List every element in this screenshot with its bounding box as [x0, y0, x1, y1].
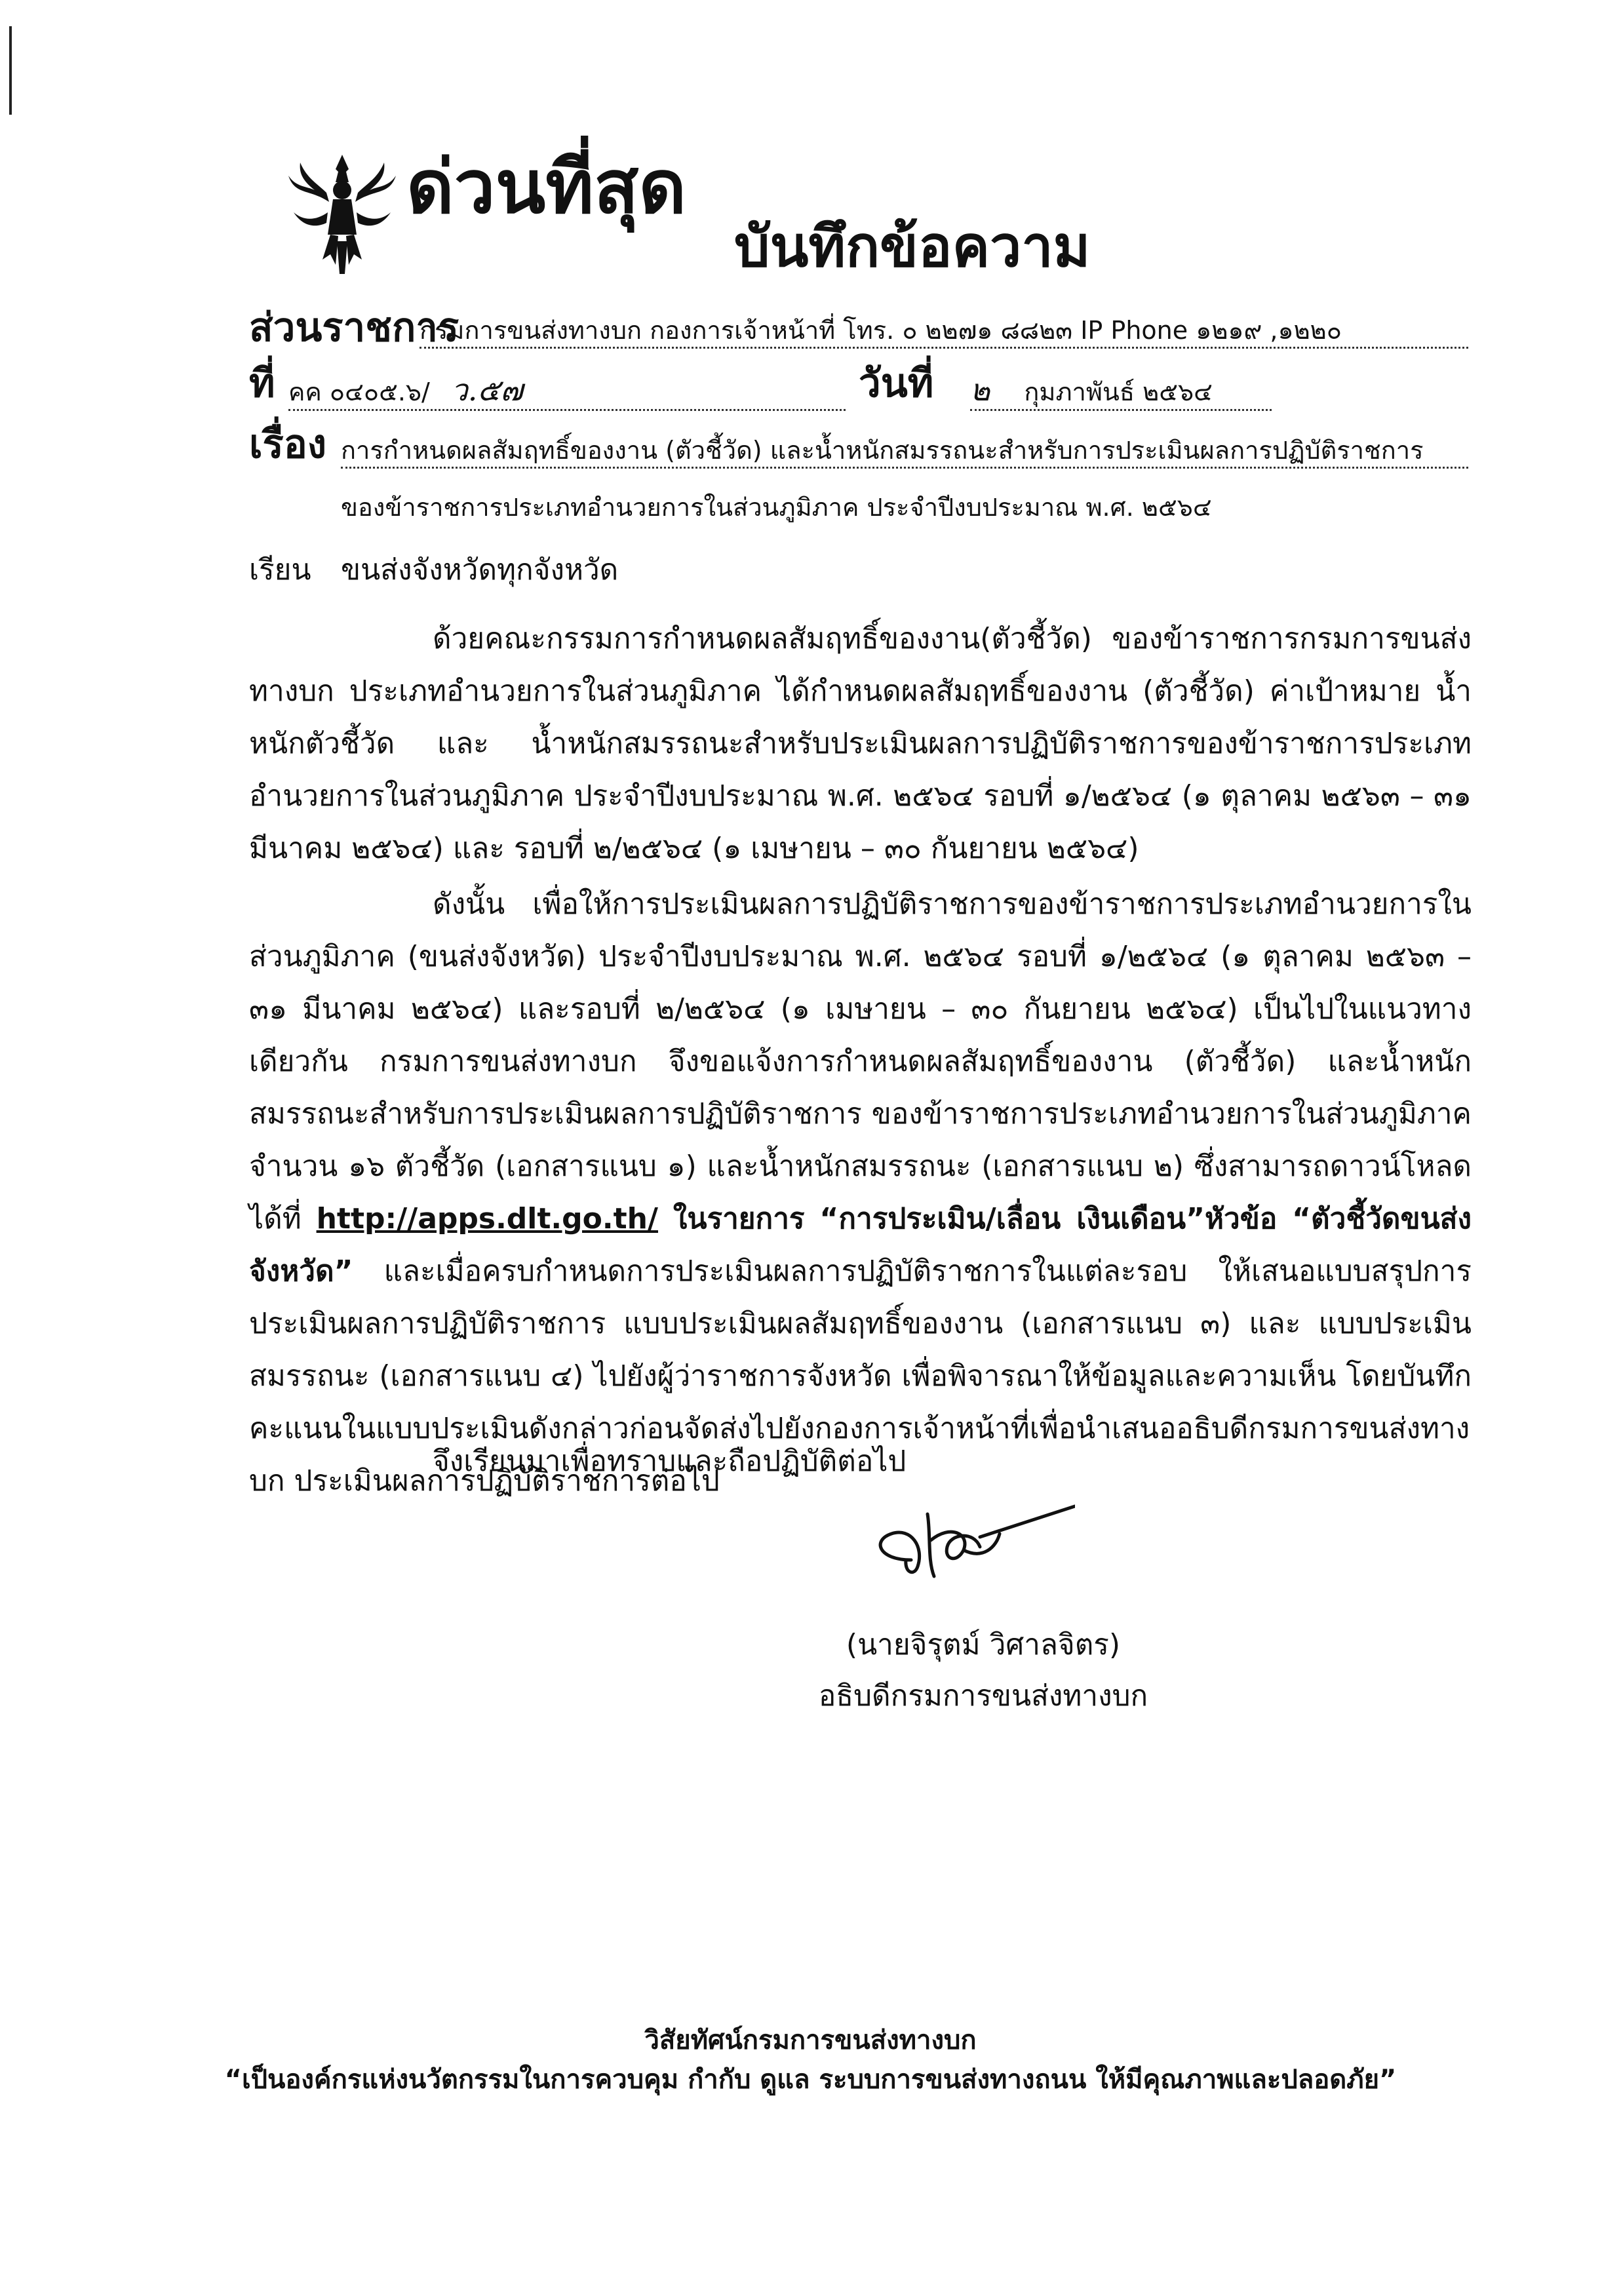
to-value: ขนส่งจังหวัดทุกจังหวัด	[341, 553, 619, 587]
download-link[interactable]: http://apps.dlt.go.th/	[316, 1202, 658, 1236]
paragraph-2-text-d: และเมื่อครบกำหนดการประเมินผลการปฏิบัติราชการในแต่ละรอบ ให้เสนอแบบสรุปการประเมินผลการปฏิบัติราชการ แบบประเมินผลสัมฤทธิ์ของงาน (เอกสารแนบ ๓) และ แบบประเมินสมรรถนะ (เอกสารแนบ ๔) ไปยังผู้ว่าราชการจังหวัด เพื่อพิจารณาให้ข้อมูลและความเห็น โดยบันทึกคะแนนในแบบประเมินดังกล่าวก่อนจัดส่งไปยังกองการเจ้าหน้าที่เพื่อนำเสนออธิบดีกรมการขนส่งทางบก ประเมินผลการปฏิบัติราชการต่อไป	[249, 1255, 1472, 1498]
subject-label: เรื่อง	[249, 421, 327, 467]
to-label: เรียน	[249, 553, 311, 587]
paragraph-2-text-b: ในรายการ	[673, 1202, 805, 1236]
date-day: ๒	[970, 372, 990, 408]
closing-sentence: จึงเรียนมาเพื่อทราบและถือปฏิบัติต่อไป	[433, 1445, 907, 1478]
urgent-label: ด่วนที่สุด	[406, 145, 687, 230]
ref-number: คค ๐๔๐๕.๖/	[288, 378, 430, 406]
garuda-emblem-icon	[283, 149, 401, 281]
signatory-name: (นายจิรุตม์ วิศาลจิตร)	[846, 1628, 1121, 1662]
agency-label: ส่วนราชการ	[249, 305, 459, 351]
memo-title: บันทึกข้อความ	[734, 214, 1091, 280]
ref-handwritten-number: ว.๕๗	[450, 372, 523, 408]
scan-edge-mark	[9, 26, 12, 115]
date-label: วันที่	[859, 360, 934, 406]
subject-line-2: ของข้าราชการประเภทอำนวยการในส่วนภูมิภาค ประจำปีงบประมาณ พ.ศ. ๒๕๖๔	[341, 493, 1212, 522]
vision-title: วิสัยทัศน์กรมการขนส่งทางบก	[644, 2025, 977, 2055]
topic-name: “ตัวชี้วัดขนส่งจังหวัด”	[249, 1202, 1472, 1288]
agency-value: กรมการขนส่งทางบก กองการเจ้าหน้าที่ โทร. ๐ ๒๒๗๑ ๘๘๒๓ IP Phone ๑๒๑๙ ,๑๒๒๐	[420, 318, 1468, 349]
paragraph-2-text-a: ดังนั้น เพื่อให้การประเมินผลการปฏิบัติราชการของข้าราชการประเภทอำนวยการในส่วนภูมิภาค (ขนส่งจังหวัด) ประจำปีงบประมาณ พ.ศ. ๒๕๖๔ รอบที่ ๑/๒๕๖๔ (๑ ตุลาคม ๒๕๖๓ – ๓๑ มีนาคม ๒๕๖๔) และรอบที่ ๒/๒๕๖๔ (๑ เมษายน – ๓๐ กันยายน ๒๕๖๔) เป็นไปในแนวทางเดียวกัน กรมการขนส่งทางบก จึงขอแจ้งการกำหนดผลสัมฤทธิ์ของงาน (ตัวชี้วัด) และน้ำหนักสมรรถนะสำหรับการประเมินผลการปฏิบัติราชการ ของข้าราชการประเภทอำนวยการในส่วนภูมิภาค จำนวน ๑๖ ตัวชี้วัด (เอกสารแนบ ๑) และน้ำหนักสมรรถนะ (เอกสารแนบ ๒) ซึ่งสามารถดาวน์โหลด ได้ที่	[249, 887, 1472, 1236]
signatory-position: อธิบดีกรมการขนส่งทางบก	[818, 1679, 1148, 1713]
ref-label: ที่	[249, 360, 275, 406]
subject-line-1: การกำหนดผลสัมฤทธิ์ของงาน (ตัวชี้วัด) และน้ำหนักสมรรถนะสำหรับการประเมินผลการปฏิบัติราชการ	[341, 438, 1468, 469]
handwritten-signature	[865, 1488, 1075, 1593]
date-value-line	[970, 372, 1272, 411]
date-month-year: กุมภาพันธ์ ๒๕๖๔	[1024, 378, 1213, 406]
paragraph-2-text-c: หัวข้อ	[1205, 1202, 1278, 1236]
body-paragraph-1: ด้วยคณะกรรมการกำหนดผลสัมฤทธิ์ของงาน(ตัวชี้วัด) ของข้าราชการกรมการขนส่งทางบก ประเภทอำนวยการในส่วนภูมิภาค ได้กำหนดผลสัมฤทธิ์ของงาน (ตัวชี้วัด) ค่าเป้าหมาย น้ำหนักตัวชี้วัด และ น้ำหนักสมรรถนะสำหรับประเมินผลการปฏิบัติราชการของข้าราชการประเภทอำนวยการในส่วนภูมิภาค ประจำปีงบประมาณ พ.ศ. ๒๕๖๔ รอบที่ ๑/๒๕๖๔ (๑ ตุลาคม ๒๕๖๓ – ๓๑ มีนาคม ๒๕๖๔) และ รอบที่ ๒/๒๕๖๔ (๑ เมษายน – ๓๐ กันยายน ๒๕๖๔)	[249, 622, 1472, 865]
vision-statement: “เป็นองค์กรแห่งนวัตกรรมในการควบคุม กำกับ ดูแล ระบบการขนส่งทางถนน ให้มีคุณภาพและปลอดภัย”	[224, 2065, 1397, 2095]
ref-value-line	[288, 372, 846, 411]
menu-item-name: “การประเมิน/เลื่อน เงินเดือน”	[819, 1202, 1205, 1236]
body-paragraph-2	[249, 878, 1472, 1508]
